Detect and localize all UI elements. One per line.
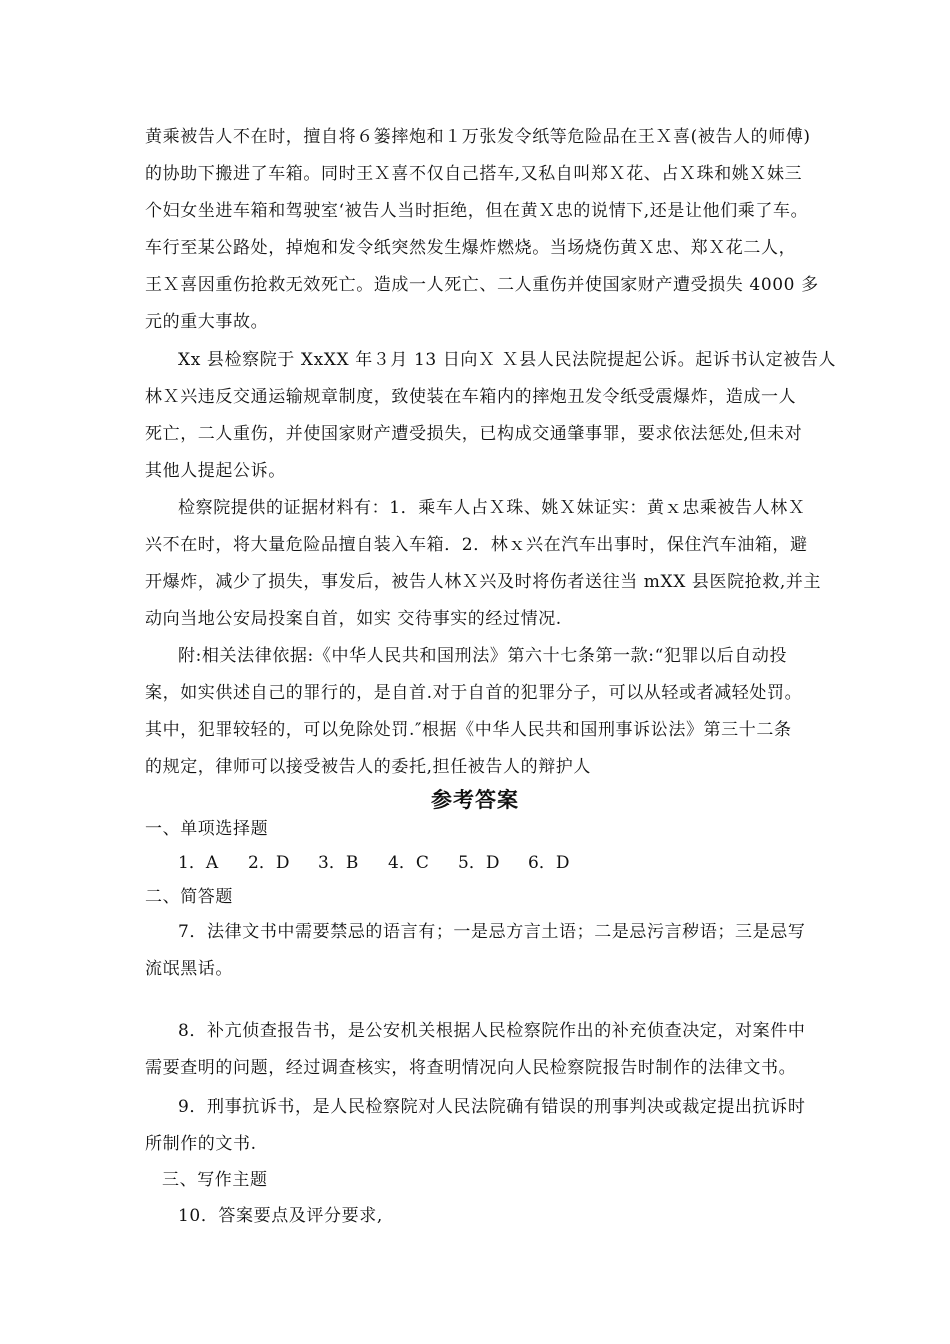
q8-line1: 8．补亢侦查报告书，是公安机关根据人民检察院作出的补充侦查决定，对案件中 [178, 1021, 806, 1041]
choice-answer-6: 6．D [528, 853, 570, 873]
choice-answer-3: 3．B [318, 853, 359, 873]
choice-answers [178, 852, 598, 874]
case-para2-line3: 死亡，二人重伤，并使国家财产遭受损失，已构成交通肇事罪，要求依法惩处,但未对 [145, 424, 803, 444]
case-para4-line4: 的规定，律师可以接受被告人的委托,担任被告人的辩护人 [145, 757, 592, 777]
section1-heading: 一、单项选择题 [145, 819, 269, 839]
choice-answer-5: 5．D [458, 853, 500, 873]
case-para1-line3: 个妇女坐进车箱和驾驶室‘被告人当时拒绝，但在黄Ｘ忠的说情下,还是让他们乘了车。 [145, 201, 809, 221]
answers-title: 参考答案 [431, 788, 519, 812]
section2-heading: 二、简答题 [145, 887, 233, 907]
case-para1-line4: 车行至某公路处，掉炮和发令纸突然发生爆炸燃烧。当场烧伤黄Ｘ忠、郑Ｘ花二人， [145, 238, 797, 258]
case-para3-line4: 动向当地公安局投案自首，如实 交待事实的经过情况. [145, 609, 562, 629]
case-para1-line6: 元的重大事故。 [145, 312, 269, 332]
q8-line2: 需要查明的问题，经过调查核实，将查明情况向人民检察院报告时制作的法律文书。 [145, 1058, 797, 1078]
case-para1-line2: 的协助下搬进了车箱。同时王Ｘ喜不仅自己搭车,又私自叫郑Ｘ花、占Ｘ珠和姚Ｘ妹三 [145, 164, 803, 184]
case-para1-line1: 黄乘被告人不在时，擅自将６篓摔炮和１万张发令纸等危险品在王Ｘ喜(被告人的师傅) [145, 127, 811, 147]
case-para1-line5: 王Ｘ喜因重伤抢救无效死亡。造成一人死亡、二人重伤并使国家财产遭受损失 4000 多 [145, 275, 819, 295]
q7-line2: 流氓黑话。 [145, 959, 233, 979]
case-para3-line1: 检察院提供的证据材料有：1．乘车人占Ｘ珠、姚Ｘ妹证实：黄ｘ忠乘被告人林Ｘ [178, 498, 806, 518]
choice-answer-1: 1．A [178, 853, 219, 873]
case-para4-line1: 附:相关法律依据:《中华人民共和国刑法》第六十七条第一款:“犯罪以后自动投 [178, 646, 788, 666]
case-para2-line1: Xx 县检察院于 XxXX 年３月 13 日向Ｘ Ｘ县人民法院提起公诉。起诉书认定被告人 [178, 350, 837, 370]
q7-line1: 7．法律文书中需要禁忌的语言有；一是忌方言土语；二是忌污言秽语；三是忌写 [178, 922, 806, 942]
q10-line: 10．答案要点及评分要求, [178, 1206, 383, 1226]
section3-heading: 三、写作主题 [162, 1170, 268, 1190]
q9-line1: 9．刑事抗诉书，是人民检察院对人民法院确有错误的刑事判决或裁定提出抗诉时 [178, 1097, 806, 1117]
case-para2-line2: 林Ｘ兴违反交通运输规章制度，致使装在车箱内的摔炮丑发令纸受震爆炸，造成一人 [145, 387, 797, 407]
case-para3-line3: 开爆炸，减少了损失，事发后，被告人林Ｘ兴及时将伤者送往当 mXX 县医院抢救,并主 [145, 572, 822, 592]
case-para4-line3: 其中，犯罪较轻的，可以免除处罚.″根据《中华人民共和国刑事诉讼法》第三十二条 [145, 720, 792, 740]
case-para4-line2: 案，如实供述自己的罪行的，是自首.对于自首的犯罪分子，可以从轻或者减轻处罚。 [145, 683, 803, 703]
choice-answer-4: 4．C [388, 853, 429, 873]
q9-line2: 所制作的文书. [145, 1134, 257, 1154]
choice-answer-2: 2．D [248, 853, 290, 873]
case-para3-line2: 兴不在时，将大量危险品擅自装入车箱．2．林ｘ兴在汽车出事时，保住汽车油箱，避 [145, 535, 808, 555]
case-para2-line4: 其他人提起公诉。 [145, 461, 286, 481]
